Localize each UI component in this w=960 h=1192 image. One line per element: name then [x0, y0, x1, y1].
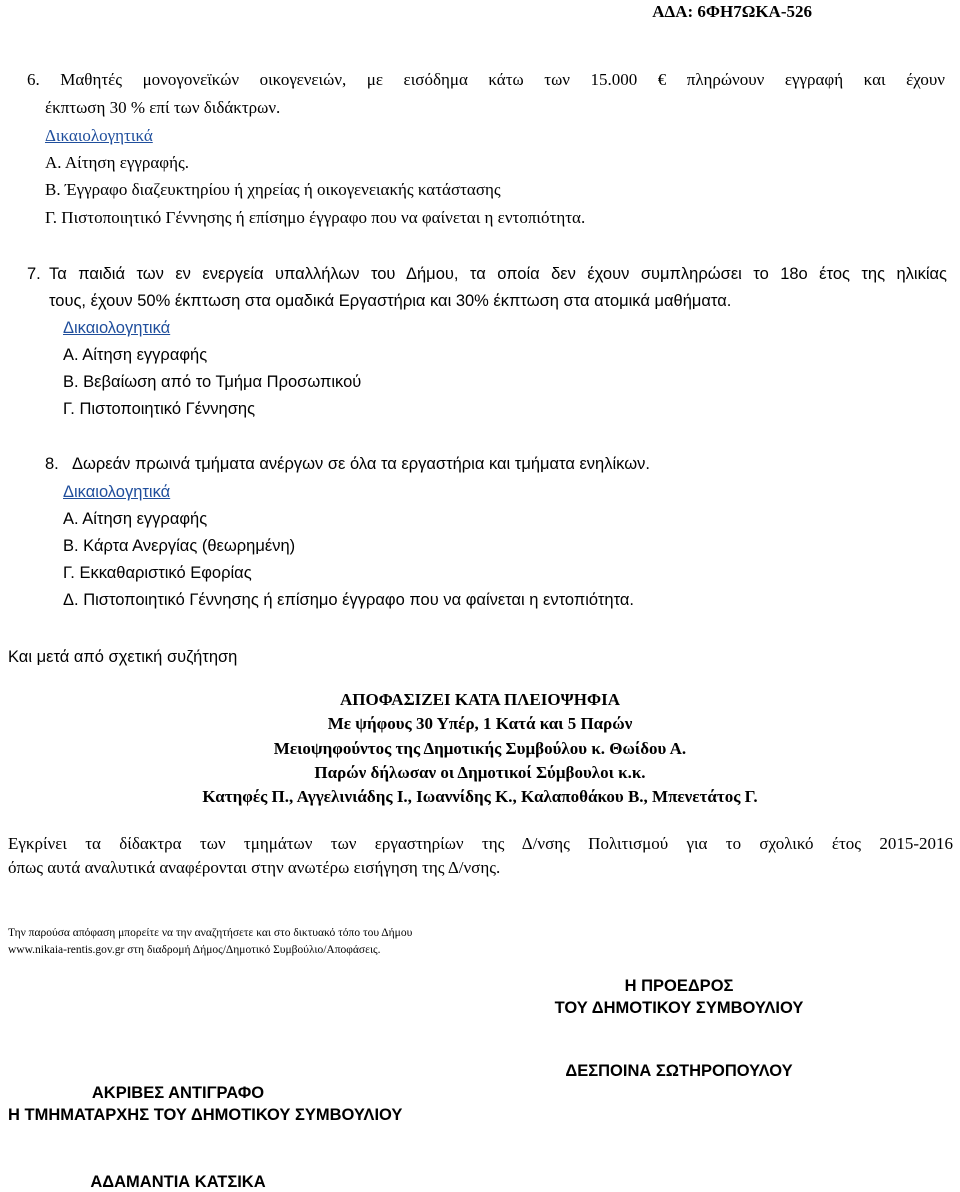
president-title1: Η ΠΡΟΕΔΡΟΣ: [624, 977, 734, 995]
decision-dissent: Μειοψηφούντος της Δημοτικής Συμβούλου κ. Θωίδου Α.: [273, 739, 687, 758]
discussion-text: Και μετά από σχετική συζήτηση: [8, 648, 238, 666]
item6-docs-label: Δικαιολογητικά: [45, 126, 153, 145]
copy-title1: ΑΚΡΙΒΕΣ ΑΝΤΙΓΡΑΦΟ: [91, 1084, 265, 1102]
website-link[interactable]: www.nikaia-rentis.gov.gr: [8, 944, 125, 956]
item7-doc-c: Γ. Πιστοποιητικό Γέννησης: [63, 400, 256, 418]
item7-docs-label: Δικαιολογητικά: [63, 319, 171, 337]
copy-title2: Η ΤΜΗΜΑΤΑΡΧΗΣ ΤΟΥ ΔΗΜΟΤΙΚΟΥ ΣΥΜΒΟΥΛΙΟΥ: [8, 1106, 403, 1124]
decision-heading: ΑΠΟΦΑΣΙΖΕΙ ΚΑΤΑ ΠΛΕΙΟΨΗΦΙΑ: [339, 690, 621, 709]
item6-line2: έκπτωση 30 % επί των διδάκτρων.: [45, 98, 281, 117]
item8-doc-a: Α. Αίτηση εγγραφής: [63, 510, 208, 528]
item7-line1: Τα παιδιά των εν ενεργεία υπαλλήλων του Δήμου, τα οποία δεν έχουν συμπληρώσει το 18ο έτος της ηλικίας: [49, 265, 947, 283]
approval-line2: όπως αυτά αναλυτικά αναφέρονται στην ανωτέρω εισήγηση της Δ/νσης.: [8, 858, 501, 877]
notice-path: στη διαδρομή Δήμος/Δημοτικό Συμβούλιο/Αποφάσεις.: [124, 944, 381, 956]
president-name: ΔΕΣΠΟΙΝΑ ΣΩΤΗΡΟΠΟΥΛΟΥ: [565, 1062, 793, 1080]
item8-docs-label: Δικαιολογητικά: [63, 483, 171, 501]
item6-line1: 6. Μαθητές μονογονεϊκών οικογενειών, με εισόδημα κάτω των 15.000 € πληρώνουν εγγραφή και έχουν: [27, 70, 945, 89]
item7-doc-a: Α. Αίτηση εγγραφής: [63, 346, 208, 364]
item8-doc-d: Δ. Πιστοποιητικό Γέννησης ή επίσημο έγγραφο που να φαίνεται η εντοπιότητα.: [63, 591, 634, 609]
item6-doc-a: Α. Αίτηση εγγραφής.: [45, 153, 189, 172]
decision-present-label: Παρών δήλωσαν οι Δημοτικοί Σύμβουλοι κ.κ.: [314, 763, 646, 782]
ada-header: ΑΔΑ: 6ΦΗ7ΩΚΑ-526: [652, 2, 812, 21]
notice-line2: [8, 944, 381, 956]
item6-doc-c: Γ. Πιστοποιητικό Γέννησης ή επίσημο έγγραφο που να φαίνεται η εντοπιότητα.: [45, 208, 586, 227]
notice-line1: Την παρούσα απόφαση μπορείτε να την αναζητήσετε και στο δικτυακό τόπο του Δήμου: [8, 927, 413, 939]
item8-doc-b: Β. Κάρτα Ανεργίας (θεωρημένη): [63, 537, 296, 555]
item8-doc-c: Γ. Εκκαθαριστικό Εφορίας: [63, 564, 252, 582]
item8-number: 8.: [45, 455, 59, 473]
item7-number: 7.: [27, 265, 41, 283]
decision-present-names: Κατηφές Π., Αγγελινιάδης Ι., Ιωαννίδης Κ., Καλαποθάκου Β., Μπενετάτος Γ.: [202, 787, 758, 806]
president-title2: ΤΟΥ ΔΗΜΟΤΙΚΟΥ ΣΥΜΒΟΥΛΙΟΥ: [554, 999, 804, 1017]
item7-doc-b: Β. Βεβαίωση από το Τμήμα Προσωπικού: [63, 373, 362, 391]
item8-line1: Δωρεάν πρωινά τμήματα ανέργων σε όλα τα εργαστήρια και τμήματα ενηλίκων.: [72, 455, 650, 473]
copy-name: ΑΔΑΜΑΝΤΙΑ ΚΑΤΣΙΚΑ: [90, 1173, 266, 1191]
approval-line1: Εγκρίνει τα δίδακτρα των τμημάτων των εργαστηρίων της Δ/νσης Πολιτισμού για το σχολικό έτος 2015-2016: [8, 834, 953, 853]
item7-line2: τους, έχουν 50% έκπτωση στα ομαδικά Εργαστήρια και 30% έκπτωση στα ατομικά μαθήματα.: [49, 292, 732, 310]
decision-votes: Με ψήφους 30 Υπέρ, 1 Κατά και 5 Παρών: [327, 714, 633, 733]
item6-doc-b: Β. Έγγραφο διαζευκτηρίου ή χηρείας ή οικογενειακής κατάστασης: [45, 180, 501, 199]
